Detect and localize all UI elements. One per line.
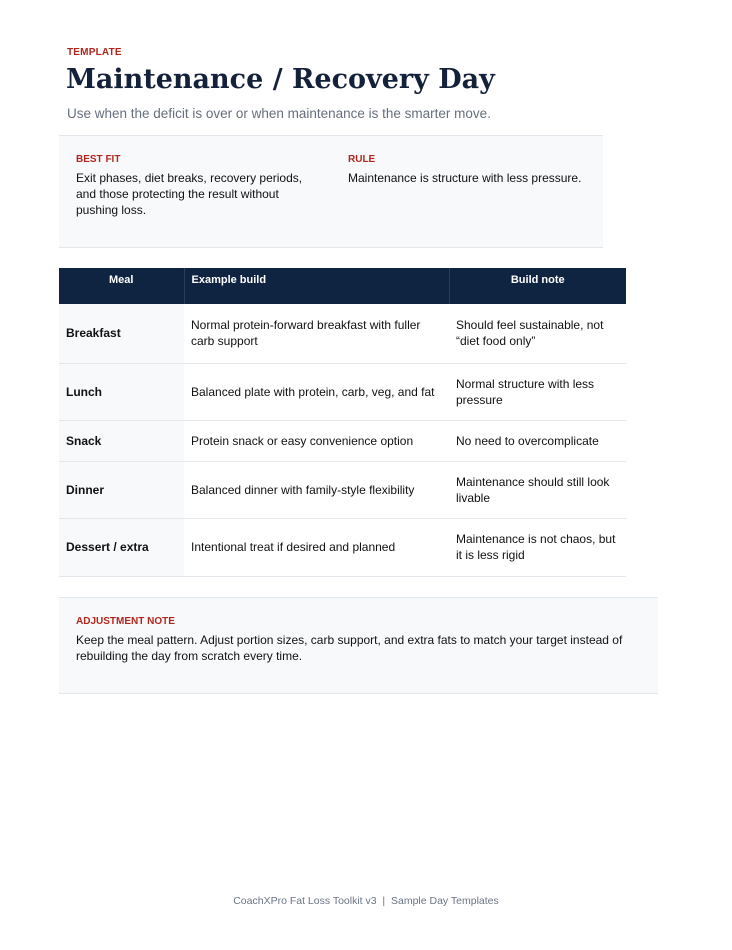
build-note-cell: Normal structure with less pressure (449, 363, 626, 420)
meal-cell: Dessert / extra (59, 518, 184, 576)
example-build-cell: Protein snack or easy convenience option (184, 420, 449, 461)
best-fit-label: BEST FIT (76, 154, 121, 165)
adjustment-note-text: Keep the meal pattern. Adjust portion sizes, carb support, and extra fats to match your target instead of rebuilding the day from scratch every time. (76, 633, 623, 663)
example-build-cell: Normal protein-forward breakfast with fuller carb support (184, 304, 449, 363)
build-note-cell: Should feel sustainable, not “diet food only” (449, 304, 626, 363)
table-row (59, 461, 626, 518)
adjustment-note-panel (59, 597, 658, 694)
example-build-cell: Intentional treat if desired and planned (184, 518, 449, 576)
rule-text: Maintenance is structure with less pressure. (348, 171, 582, 185)
meal-cell: Lunch (59, 363, 184, 420)
table-row (59, 363, 626, 420)
page-subtitle: Use when the deficit is over or when maintenance is the smarter move. (67, 106, 491, 121)
rule-label: RULE (348, 154, 376, 165)
best-fit-section (76, 154, 312, 218)
page-footer: CoachXPro Fat Loss Toolkit v3 | Sample Day Templates (233, 895, 499, 907)
example-build-cell: Balanced plate with protein, carb, veg, and fat (184, 363, 449, 420)
table-row (59, 304, 626, 363)
rule-section (348, 154, 598, 186)
example-build-cell: Balanced dinner with family-style flexibility (184, 461, 449, 518)
meal-cell: Snack (59, 420, 184, 461)
meal-table (59, 268, 626, 577)
meal-cell: Dinner (59, 461, 184, 518)
adjustment-note-label: ADJUSTMENT NOTE (76, 616, 175, 627)
best-fit-text: Exit phases, diet breaks, recovery periods, and those protecting the result without pushing loss. (76, 171, 303, 217)
build-note-cell: Maintenance should still look livable (449, 461, 626, 518)
table-row (59, 420, 626, 461)
best-fit-rule-panel (59, 135, 603, 248)
column-header-example-build: Example build (184, 268, 449, 304)
column-header-meal: Meal (59, 268, 184, 304)
meal-cell: Breakfast (59, 304, 184, 363)
template-eyebrow: TEMPLATE (67, 47, 122, 58)
build-note-cell: No need to overcomplicate (449, 420, 626, 461)
build-note-cell: Maintenance is not chaos, but it is less rigid (449, 518, 626, 576)
table-row (59, 518, 626, 576)
page-title: Maintenance / Recovery Day (66, 64, 495, 95)
table-header-row (59, 268, 626, 304)
column-header-build-note: Build note (449, 268, 626, 304)
